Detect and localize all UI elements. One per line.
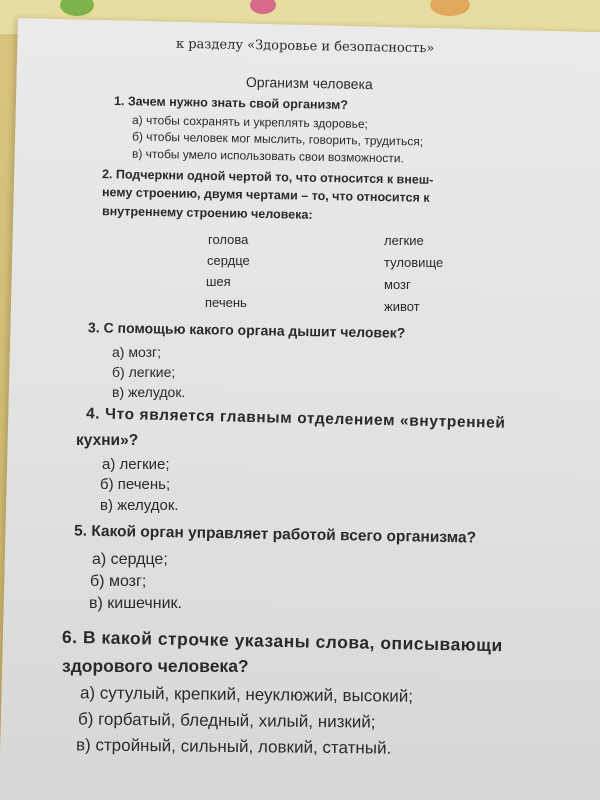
section-header: к разделу «Здоровье и безопасность» [175, 36, 435, 57]
q2-right-word: мозг [384, 277, 411, 292]
q3-answer-c: в) желудок. [112, 384, 186, 400]
q2-left-word: сердце [207, 253, 250, 268]
q4-answer-c: в) желудок. [100, 497, 179, 514]
q6-answer-b: б) горбатый, бледный, хилый, низкий; [77, 709, 376, 732]
question-2-line1: 2. Подчеркни одной чертой то, что относится к внеш- [101, 167, 434, 187]
q2-left-word: шея [206, 274, 231, 289]
q2-right-word: легкие [384, 233, 424, 248]
q5-answer-b: б) мозг; [90, 573, 147, 590]
q1-answer-c: в) чтобы умело использовать свои возможности. [131, 146, 404, 166]
q6-answer-a: а) сутулый, крепкий, неуклюжий, высокий; [79, 683, 414, 706]
q5-answer-a: а) сердце; [92, 551, 168, 568]
question-5: 5. Какой орган управляет работой всего организма? [73, 522, 477, 547]
q2-right-word: туловище [384, 255, 444, 270]
q4-answer-b: б) печень; [100, 476, 171, 493]
question-2-line3: внутреннему строению человека: [101, 204, 313, 222]
q4-answer-a: а) легкие; [102, 456, 170, 473]
question-2-line2: нему строению, двумя чертами – то, что относится к [101, 185, 430, 205]
question-4-line2: кухни»? [76, 432, 139, 449]
q2-right-word: живот [384, 299, 420, 314]
question-4-line1: 4. Что является главным отделением «внутренней [85, 405, 506, 432]
q3-answer-a: а) мозг; [112, 344, 162, 360]
q6-answer-c: в) стройный, сильный, ловкий, статный. [75, 735, 392, 758]
q1-answer-a: а) чтобы сохранять и укреплять здоровье; [131, 112, 369, 132]
q3-answer-b: б) легкие; [112, 364, 176, 380]
q1-answer-b: б) чтобы человек мог мыслить, говорить, трудиться; [131, 129, 424, 149]
question-6-line2: здорового человека? [62, 656, 249, 676]
question-6-line1: 6. В какой строчке указаны слова, описывающи [61, 626, 503, 656]
question-1: 1. Зачем нужно знать свой организм? [113, 93, 349, 113]
q2-left-word: голова [208, 232, 249, 247]
q5-answer-c: в) кишечник. [89, 595, 182, 612]
q2-left-word: печень [205, 295, 247, 310]
question-3: 3. С помощью какого органа дышит человек? [87, 319, 406, 341]
worksheet-title: Организм человека [245, 73, 373, 93]
